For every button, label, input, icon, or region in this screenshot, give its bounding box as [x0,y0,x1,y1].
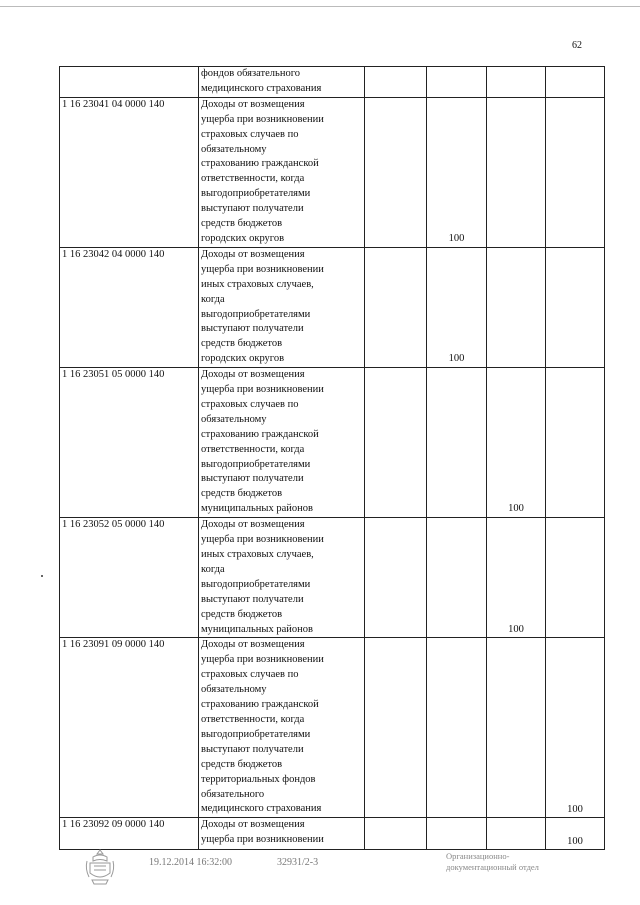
table-row [60,247,605,367]
scan-speck [41,575,43,577]
table-row [60,67,605,98]
row-value-3 [487,67,546,98]
row-value-3: 100 [487,368,546,518]
footer-department: Организационно- документационный отдел [446,851,539,872]
row-value-2 [427,368,487,518]
row-value-1 [365,67,427,98]
table-row [60,818,605,850]
row-name: Доходы от возмещения ущерба при возникновении иных страховых случаев, когда выгодоприобретателями выступают получатели средств бюджетов муниципальных районов [199,518,365,638]
table-row [60,518,605,638]
row-value-3: 100 [487,518,546,638]
row-name: Доходы от возмещения ущерба при возникновении иных страховых случаев, когда выгодоприобретателями выступают получатели средств бюджетов городских округов [199,247,365,367]
row-value-3 [487,247,546,367]
row-name: Доходы от возмещения ущерба при возникновении страховых случаев по обязательному страхованию гражданской ответственности, когда выгодоприобретателями выступают получатели средств бюджетов муниципальных районов [199,368,365,518]
row-code: 1 16 23052 05 0000 140 [60,518,199,638]
row-code: 1 16 23051 05 0000 140 [60,368,199,518]
row-value-2 [427,518,487,638]
row-value-2 [427,818,487,850]
row-value-2 [427,67,487,98]
row-value-1 [365,518,427,638]
row-value-2: 100 [427,97,487,247]
row-value-2: 100 [427,247,487,367]
footer-datetime: 19.12.2014 16:32:00 [149,857,233,868]
row-value-4 [546,97,605,247]
footer-document-number: 32931/2-3 [277,857,319,868]
table-row [60,97,605,247]
row-name: фондов обязательного медицинского страхования [199,67,365,98]
row-code: 1 16 23091 09 0000 140 [60,638,199,818]
row-value-4: 100 [546,638,605,818]
row-name: Доходы от возмещения ущерба при возникновении [199,818,365,850]
row-value-1 [365,97,427,247]
row-value-3 [487,638,546,818]
row-value-1 [365,368,427,518]
row-name: Доходы от возмещения ущерба при возникновении страховых случаев по обязательному страхованию гражданской ответственности, когда выгодоприобретателями выступают получатели средств бюджетов городских округов [199,97,365,247]
budget-codes-table [59,66,605,850]
row-value-4 [546,67,605,98]
row-name: Доходы от возмещения ущерба при возникновении страховых случаев по обязательному страхованию гражданской ответственности, когда выгодоприобретателями выступают получатели средств бюджетов территориальных фондов обязательного медицинского страхования [199,638,365,818]
row-value-1 [365,818,427,850]
row-value-3 [487,97,546,247]
table-row [60,368,605,518]
row-value-1 [365,638,427,818]
row-code [60,67,199,98]
scan-top-edge [0,6,640,7]
row-value-2 [427,638,487,818]
row-value-4 [546,368,605,518]
row-value-3 [487,818,546,850]
row-value-4: 100 [546,818,605,850]
page-number: 62 [572,40,582,51]
row-code: 1 16 23042 04 0000 140 [60,247,199,367]
row-value-1 [365,247,427,367]
coat-of-arms-emblem [83,847,117,892]
row-code: 1 16 23092 09 0000 140 [60,818,199,850]
row-code: 1 16 23041 04 0000 140 [60,97,199,247]
coat-of-arms-icon [83,847,117,887]
row-value-4 [546,518,605,638]
row-value-4 [546,247,605,367]
table-row [60,638,605,818]
